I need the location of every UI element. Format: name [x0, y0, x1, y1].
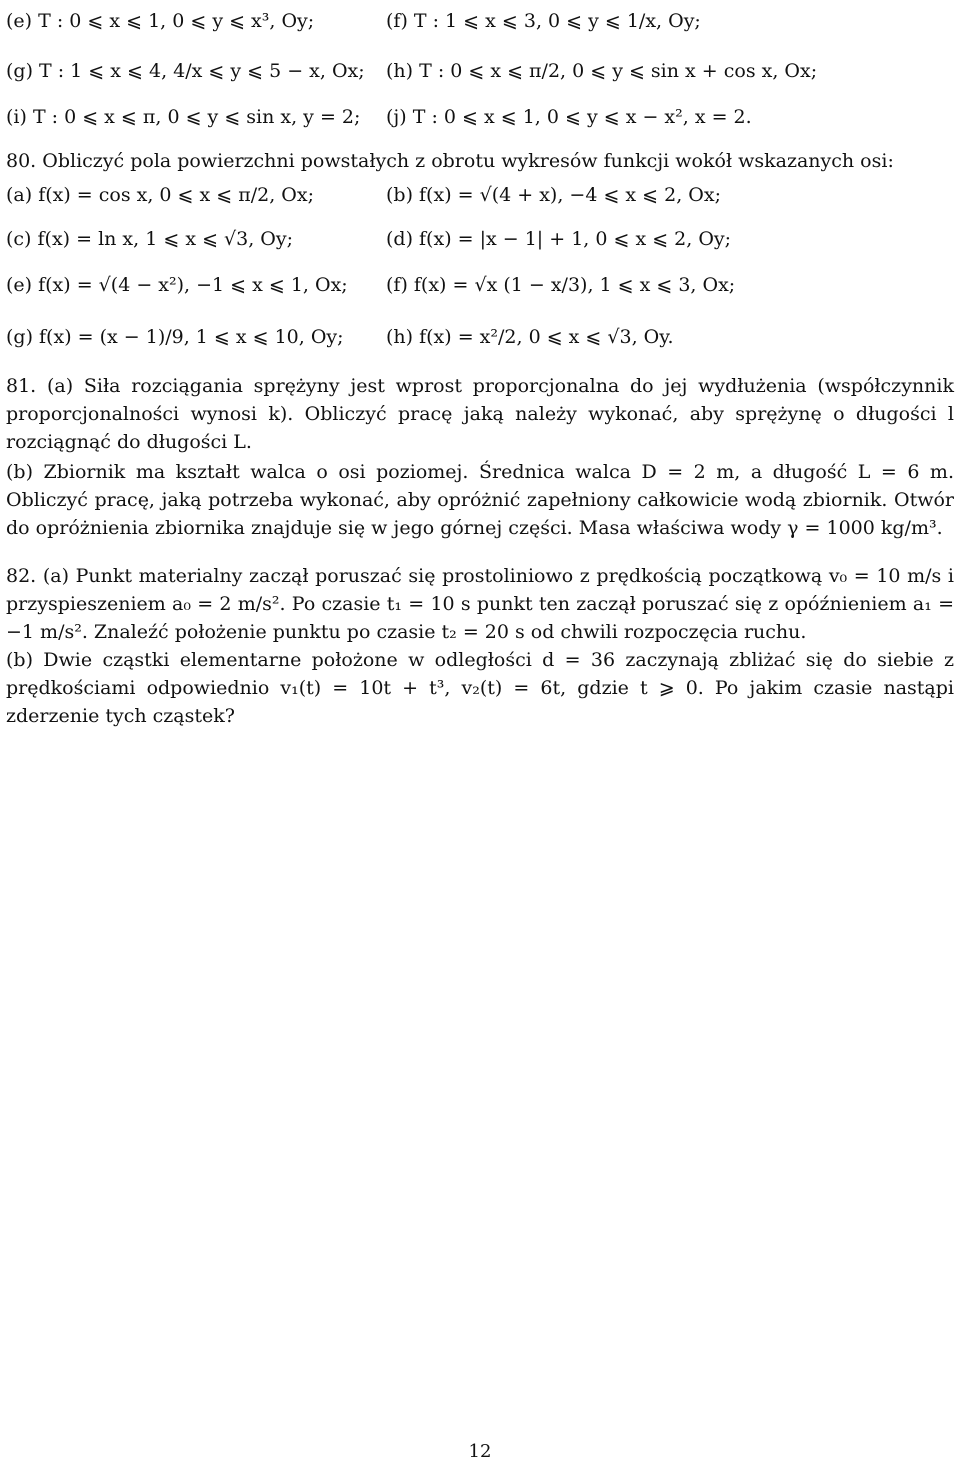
problem-80-c: (c) f(x) = ln x, 1 ⩽ x ⩽ √3, Oy; — [6, 228, 294, 250]
problem-81-b: (b) Zbiornik ma kształt walca o osi poziomej. Średnica walca D = 2 m, a długość L = 6 m. Obliczyć pracę, jaką potrzeba wykonać, aby opróżnić zapełniony całkowicie wodą zbiornik. Otwór do opróżnienia zbiornika znajduje się w jego górnej części. Masa właściwa wody γ = 1000 kg/m³. — [6, 461, 954, 539]
problem-80-d: (d) f(x) = |x − 1| + 1, 0 ⩽ x ⩽ 2, Oy; — [386, 228, 732, 250]
problem-81-a: 81. (a) Siła rozciągania sprężyny jest wprost proporcjonalna do jej wydłużenia (współczynnik proporcjonalności wynosi k). Obliczyć pracę jaką należy wykonać, aby sprężynę o długości l rozciągnąć do długości L. — [6, 375, 954, 453]
problem-80-heading: 80. Obliczyć pola powierzchni powstałych z obrotu wykresów funkcji wokół wskazanych osi: — [6, 150, 894, 172]
problem-82-a: 82. (a) Punkt materialny zaczął poruszać się prostoliniowo z prędkością początkową v₀ = 10 m/s i przyspieszeniem a₀ = 2 m/s². Po czasie t₁ = 10 s punkt ten zaczął poruszać się z opóźnieniem a₁ = −1 m/s². Znaleźć położenie punktu po czasie t₂ = 20 s od chwili rozpoczęcia ruchu. — [6, 565, 954, 643]
problem-80-f: (f) f(x) = √x (1 − x/3), 1 ⩽ x ⩽ 3, Ox; — [386, 274, 736, 296]
problem-80-e: (e) f(x) = √(4 − x²), −1 ⩽ x ⩽ 1, Ox; — [6, 274, 348, 296]
item-i-prev: (i) T : 0 ⩽ x ⩽ π, 0 ⩽ y ⩽ sin x, y = 2; — [6, 106, 361, 128]
item-j-prev: (j) T : 0 ⩽ x ⩽ 1, 0 ⩽ y ⩽ x − x², x = 2. — [386, 106, 752, 128]
item-f-prev: (f) T : 1 ⩽ x ⩽ 3, 0 ⩽ y ⩽ 1/x, Oy; — [386, 10, 701, 32]
page-number: 12 — [468, 1441, 492, 1462]
problem-82-b: (b) Dwie cząstki elementarne położone w odległości d = 36 zaczynają zbliżać się do siebie z prędkościami odpowiednio v₁(t) = 10t + t³, v₂(t) = 6t, gdzie t ⩾ 0. Po jakim czasie nastąpi zderzenie tych cząstek? — [6, 649, 954, 727]
problem-80-g: (g) f(x) = (x − 1)/9, 1 ⩽ x ⩽ 10, Oy; — [6, 326, 344, 348]
item-e-prev: (e) T : 0 ⩽ x ⩽ 1, 0 ⩽ y ⩽ x³, Oy; — [6, 10, 315, 32]
item-h-prev: (h) T : 0 ⩽ x ⩽ π/2, 0 ⩽ y ⩽ sin x + cos x, Ox; — [386, 60, 818, 82]
problem-80-h: (h) f(x) = x²/2, 0 ⩽ x ⩽ √3, Oy. — [386, 326, 674, 348]
problem-80-a: (a) f(x) = cos x, 0 ⩽ x ⩽ π/2, Ox; — [6, 184, 314, 206]
item-g-prev: (g) T : 1 ⩽ x ⩽ 4, 4/x ⩽ y ⩽ 5 − x, Ox; — [6, 60, 365, 82]
problem-80-b: (b) f(x) = √(4 + x), −4 ⩽ x ⩽ 2, Ox; — [386, 184, 721, 206]
